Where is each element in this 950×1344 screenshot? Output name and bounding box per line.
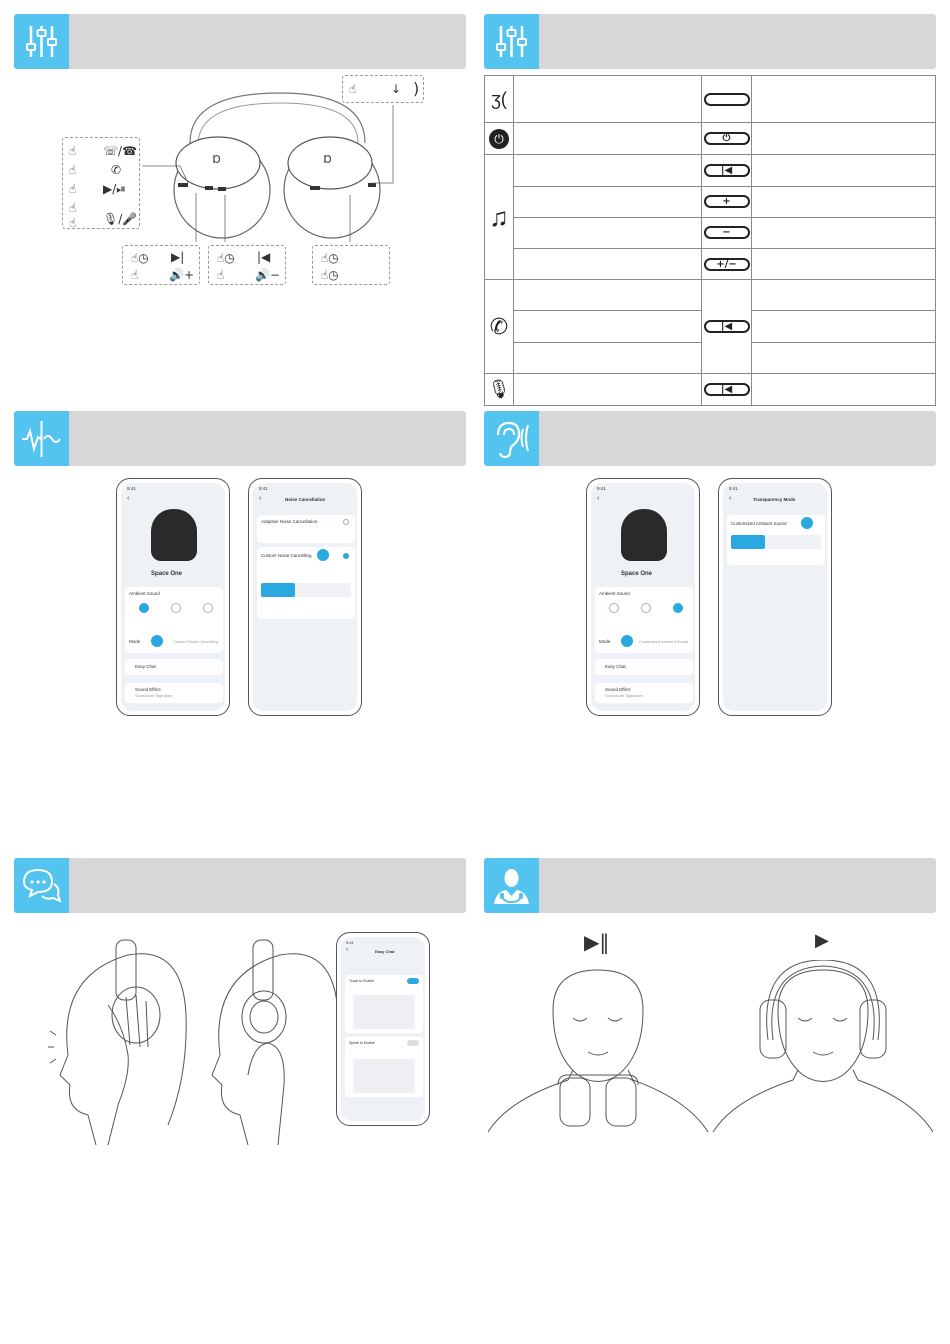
volume-up-icon: 🔊+ [169, 268, 195, 282]
ear-sound-icon: ʒ( [485, 76, 514, 123]
nc-button [704, 93, 750, 106]
nc-mode-button[interactable] [609, 603, 619, 613]
back-icon[interactable]: ‹ [597, 495, 600, 502]
speak-toggle[interactable] [407, 1040, 419, 1046]
svg-text:ɒ: ɒ [212, 151, 221, 167]
nc-mode-button[interactable] [139, 603, 149, 613]
finger-tap-icon: ☝ [349, 82, 357, 96]
ambient-label: Ambient Sound [129, 591, 160, 596]
section-header-functions [484, 14, 936, 69]
back-icon[interactable]: ‹ [259, 495, 262, 502]
power-button: ⏻ [704, 132, 750, 145]
custom-label: Customized Ambient Sound [731, 521, 787, 526]
easy-chat-illustration [48, 935, 338, 1150]
finger-hold-icon: ☝ [69, 201, 77, 215]
phone-home-tr [586, 478, 700, 716]
level-fill [731, 535, 765, 549]
ambient-card [125, 587, 223, 653]
ambient-label: Ambient Sound [599, 591, 630, 596]
custom-toggle[interactable] [317, 549, 329, 561]
status-time: 9:41 [259, 486, 268, 491]
gesture-box-left [62, 137, 140, 229]
touch-toggle[interactable] [407, 978, 419, 984]
easy-chat-label: Easy Chat [605, 664, 626, 669]
gesture-box-power [312, 245, 390, 285]
easy-chat-row[interactable] [125, 659, 223, 675]
touch-illustration [353, 995, 415, 1029]
level-fill [261, 583, 295, 597]
finger-tap-icon: ☝ [131, 268, 139, 282]
mic-mute-icon: 🎙/🎤 [103, 212, 138, 226]
status-time: 9:41 [729, 486, 738, 491]
mode-label: Mode [129, 639, 141, 644]
multifunction-button: |◀ [704, 383, 750, 396]
finger-tap-icon: ☝ [69, 144, 77, 158]
mode-toggle[interactable] [151, 635, 163, 647]
headphones-image [621, 509, 667, 561]
custom-card [257, 547, 355, 619]
normal-mode-button[interactable] [641, 603, 651, 613]
speak-card [345, 1037, 423, 1097]
easy-chat-row[interactable] [595, 659, 693, 675]
status-time: 9:41 [346, 940, 354, 945]
touch-card [345, 975, 423, 1033]
finger-hold-icon: ☝◷ [217, 251, 235, 265]
finger-hold-icon: ☝ [69, 182, 77, 196]
phone-home-nc [116, 478, 230, 716]
play-pause-icon: ▶‖ [584, 930, 610, 954]
noise-wave-icon [14, 411, 69, 466]
custom-ambient-card [727, 515, 825, 565]
section-header-transparency [484, 411, 936, 466]
call-answer-end-icon: ☏/☎ [103, 144, 138, 158]
mode-label: Mode [599, 639, 611, 644]
speak-label: Speak to Enable [349, 1041, 375, 1045]
section-header-noise-cancellation [14, 411, 466, 466]
easy-chat-label: Easy Chat [135, 664, 156, 669]
person-headphones-icon [484, 858, 539, 913]
finger-long-hold-icon: ☝◷ [321, 268, 339, 282]
gesture-box-prev-voldown [208, 245, 286, 285]
custom-label: Custom Noise Cancelling [261, 553, 312, 558]
previous-track-icon: |◀ [257, 250, 271, 264]
slash: / [118, 212, 123, 226]
custom-toggle[interactable] [801, 517, 813, 529]
volume-down-button: − [704, 226, 750, 239]
screen-title: Transparency Mode [753, 497, 796, 502]
svg-text:ɒ: ɒ [323, 151, 332, 167]
play-pause-icon: ▶/⏯ [103, 182, 126, 196]
section-header-wear-detection [484, 858, 936, 913]
slash: / [112, 182, 117, 196]
back-icon[interactable]: ‹ [729, 495, 732, 502]
normal-mode-button[interactable] [171, 603, 181, 613]
equalizer-sliders-icon [484, 14, 539, 69]
finger-hold-icon: ☝◷ [131, 251, 149, 265]
music-note-icon: ♫ [485, 155, 514, 280]
phone-tr-settings [718, 478, 832, 716]
sound-effect-row[interactable] [125, 683, 223, 703]
level-slider[interactable] [731, 535, 821, 549]
call-reject-icon: ✆ [111, 163, 122, 177]
control-table [484, 75, 936, 406]
play-icon: ▶ [815, 930, 829, 951]
section-header-easy-chat [14, 858, 466, 913]
phone-easy-chat [336, 932, 430, 1126]
ambient-card [595, 587, 693, 653]
equalizer-sliders-icon [14, 14, 69, 69]
phone-nc-settings [248, 478, 362, 716]
volume-down-icon: 🔊− [255, 268, 281, 282]
transparency-mode-button[interactable] [203, 603, 213, 613]
touch-label: Touch to Enable [349, 979, 375, 983]
custom-radio[interactable] [343, 553, 349, 559]
level-slider[interactable] [261, 583, 351, 597]
adaptive-label: Adaptive Noise Cancellation [261, 519, 318, 524]
slash: / [118, 144, 123, 158]
speak-illustration [353, 1059, 415, 1093]
screen-title: Noise Cancellation [285, 497, 326, 502]
adaptive-card [257, 515, 355, 543]
chat-bubbles-icon [14, 858, 69, 913]
phone-icon: ✆ [485, 280, 514, 374]
device-name: Space One [151, 571, 183, 577]
arrow-down-icon: ↓ [391, 82, 402, 96]
gesture-box-swipe [342, 75, 424, 103]
back-icon[interactable]: ‹ [127, 495, 130, 502]
ear-sound-icon [484, 411, 539, 466]
mode-value: Customized Ambient Sound [639, 639, 689, 644]
finger-hold-icon: ☝◷ [321, 251, 339, 265]
section-header-controls [14, 14, 466, 69]
transparency-mode-button[interactable] [673, 603, 683, 613]
screen-title: Easy Chat [375, 949, 395, 954]
wear-detection-illustration [488, 960, 933, 1135]
mode-toggle[interactable] [621, 635, 633, 647]
status-time: 9:41 [127, 486, 136, 491]
power-icon: ⏻ [489, 129, 509, 149]
sound-effect-sub: Soundcore Signature [135, 693, 173, 698]
adaptive-radio[interactable] [343, 519, 349, 525]
volume-buttons: +/− [704, 258, 750, 271]
mode-value: Custom Noise Cancelling [173, 639, 218, 644]
minus-sign: − [269, 268, 281, 282]
finger-tap-icon: ☝ [217, 268, 225, 282]
device-name: Space One [621, 571, 653, 577]
finger-double-tap-icon: ☝ [69, 163, 77, 177]
multifunction-button: |◀ [704, 320, 750, 333]
sound-effect-label: Sound Effect [605, 687, 631, 692]
volume-up-button: + [704, 195, 750, 208]
swipe-arc-icon: ) [413, 79, 420, 98]
plus-sign: + [183, 268, 195, 282]
next-track-icon: ▶| [171, 250, 185, 264]
gesture-box-next-volup [122, 245, 200, 285]
microphone-icon: 🎙 [485, 373, 514, 405]
sound-effect-sub: Soundcore Signature [605, 693, 643, 698]
multifunction-button: |◀ [704, 164, 750, 177]
sound-effect-label: Sound Effect [135, 687, 161, 692]
headphones-image [151, 509, 197, 561]
finger-hold-icon: ☝ [69, 216, 77, 230]
back-icon[interactable]: ‹ [346, 947, 348, 953]
status-time: 9:41 [597, 486, 606, 491]
sound-effect-row[interactable] [595, 683, 693, 703]
